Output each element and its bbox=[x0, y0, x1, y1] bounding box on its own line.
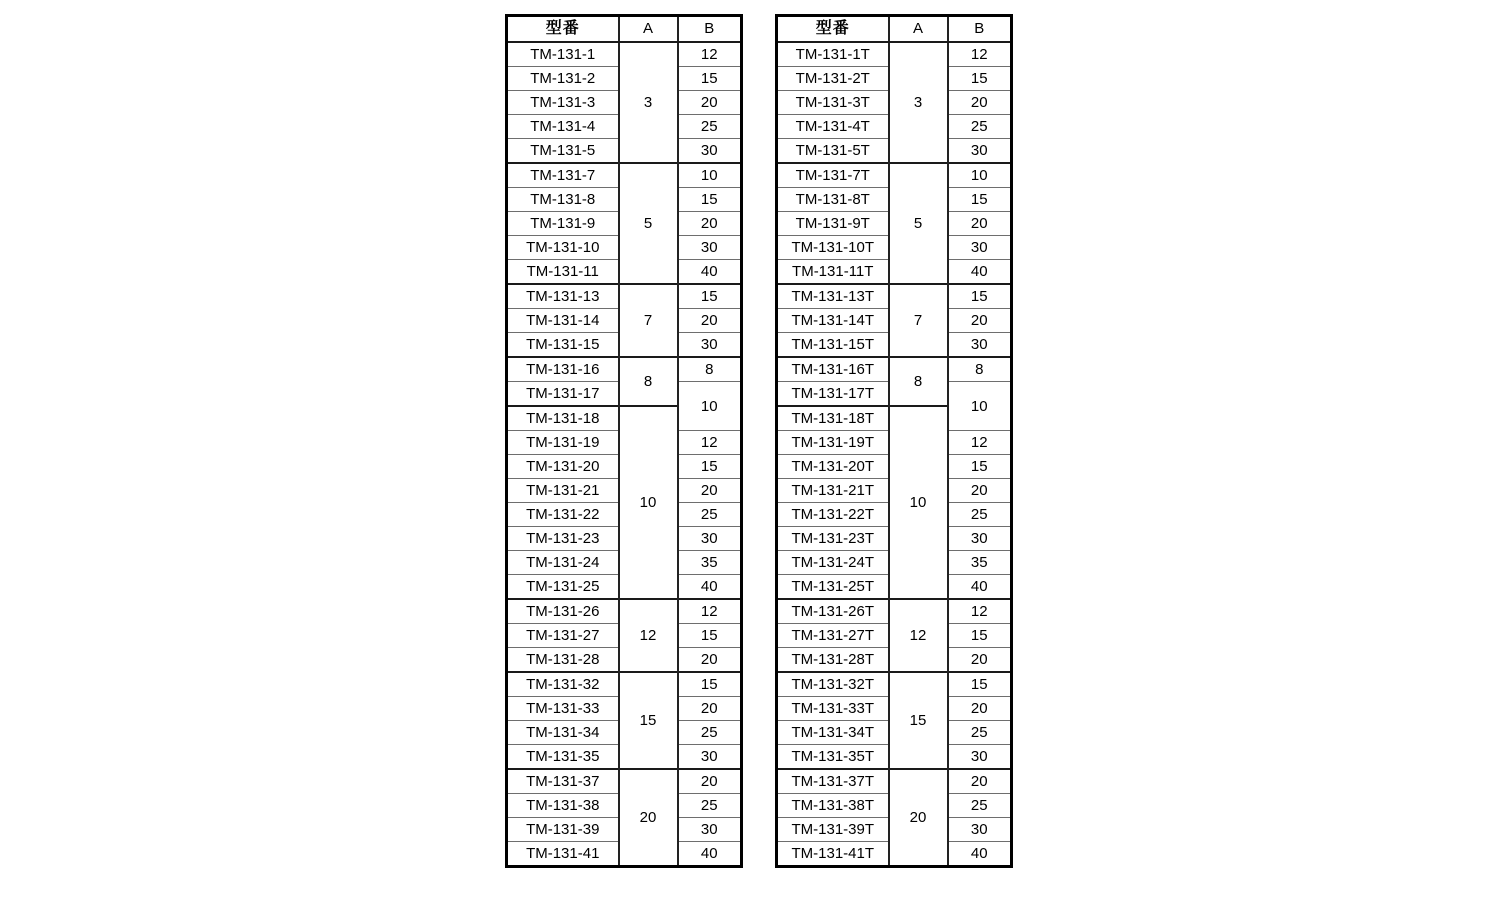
model-cell: TM-131-16T bbox=[777, 357, 889, 382]
model-cell: TM-131-3T bbox=[777, 91, 889, 115]
b-dim-cell: 40 bbox=[948, 260, 1012, 285]
b-dim-cell: 20 bbox=[948, 91, 1012, 115]
b-dim-cell: 40 bbox=[678, 575, 742, 600]
b-dim-cell: 8 bbox=[948, 357, 1012, 382]
model-cell: TM-131-21T bbox=[777, 479, 889, 503]
model-cell: TM-131-4T bbox=[777, 115, 889, 139]
b-dim-cell: 35 bbox=[678, 551, 742, 575]
a-dim-cell: 12 bbox=[619, 599, 678, 672]
model-cell: TM-131-27T bbox=[777, 624, 889, 648]
a-dim-cell: 10 bbox=[619, 406, 678, 599]
b-dim-cell: 30 bbox=[948, 236, 1012, 260]
b-dim-cell: 20 bbox=[948, 769, 1012, 794]
model-cell: TM-131-8T bbox=[777, 188, 889, 212]
model-cell: TM-131-11 bbox=[507, 260, 619, 285]
b-dim-cell: 10 bbox=[678, 382, 742, 431]
b-dim-cell: 12 bbox=[948, 599, 1012, 624]
b-dim-cell: 30 bbox=[948, 333, 1012, 358]
b-dim-cell: 15 bbox=[678, 455, 742, 479]
b-dim-cell: 8 bbox=[678, 357, 742, 382]
a-dim-cell: 7 bbox=[619, 284, 678, 357]
model-cell: TM-131-27 bbox=[507, 624, 619, 648]
b-dim-cell: 15 bbox=[678, 188, 742, 212]
b-dim-cell: 20 bbox=[948, 309, 1012, 333]
table-row bbox=[777, 769, 1012, 794]
model-cell: TM-131-34 bbox=[507, 721, 619, 745]
b-dim-cell: 30 bbox=[678, 745, 742, 770]
b-dim-cell: 15 bbox=[948, 67, 1012, 91]
b-dim-cell: 25 bbox=[948, 794, 1012, 818]
table-body bbox=[777, 42, 1012, 867]
b-dim-cell: 20 bbox=[678, 769, 742, 794]
model-cell: TM-131-38T bbox=[777, 794, 889, 818]
spec-tables-container bbox=[505, 14, 1013, 868]
b-dim-cell: 20 bbox=[678, 697, 742, 721]
b-dim-cell: 40 bbox=[678, 260, 742, 285]
b-dim-cell: 20 bbox=[678, 212, 742, 236]
col-header-b: B bbox=[948, 16, 1012, 43]
model-cell: TM-131-13T bbox=[777, 284, 889, 309]
model-cell: TM-131-7 bbox=[507, 163, 619, 188]
b-dim-cell: 20 bbox=[948, 479, 1012, 503]
b-dim-cell: 20 bbox=[678, 648, 742, 673]
header-row bbox=[777, 16, 1012, 43]
b-dim-cell: 15 bbox=[948, 455, 1012, 479]
model-cell: TM-131-26 bbox=[507, 599, 619, 624]
model-cell: TM-131-41T bbox=[777, 842, 889, 867]
model-cell: TM-131-37 bbox=[507, 769, 619, 794]
model-cell: TM-131-26T bbox=[777, 599, 889, 624]
model-cell: TM-131-35 bbox=[507, 745, 619, 770]
b-dim-cell: 20 bbox=[948, 212, 1012, 236]
model-cell: TM-131-18 bbox=[507, 406, 619, 431]
b-dim-cell: 30 bbox=[948, 745, 1012, 770]
model-cell: TM-131-13 bbox=[507, 284, 619, 309]
model-cell: TM-131-38 bbox=[507, 794, 619, 818]
a-dim-cell: 3 bbox=[889, 42, 948, 163]
model-cell: TM-131-9T bbox=[777, 212, 889, 236]
table-row bbox=[507, 163, 742, 188]
a-dim-cell: 15 bbox=[889, 672, 948, 769]
model-cell: TM-131-1T bbox=[777, 42, 889, 67]
model-cell: TM-131-15 bbox=[507, 333, 619, 358]
model-cell: TM-131-23 bbox=[507, 527, 619, 551]
model-table-left bbox=[505, 14, 743, 868]
model-cell: TM-131-8 bbox=[507, 188, 619, 212]
a-dim-cell: 7 bbox=[889, 284, 948, 357]
model-cell: TM-131-25 bbox=[507, 575, 619, 600]
b-dim-cell: 25 bbox=[948, 115, 1012, 139]
model-cell: TM-131-10T bbox=[777, 236, 889, 260]
model-cell: TM-131-32T bbox=[777, 672, 889, 697]
b-dim-cell: 40 bbox=[948, 575, 1012, 600]
b-dim-cell: 25 bbox=[678, 794, 742, 818]
a-dim-cell: 20 bbox=[619, 769, 678, 867]
model-cell: TM-131-34T bbox=[777, 721, 889, 745]
b-dim-cell: 25 bbox=[948, 503, 1012, 527]
b-dim-cell: 30 bbox=[678, 527, 742, 551]
header-row bbox=[507, 16, 742, 43]
model-cell: TM-131-39 bbox=[507, 818, 619, 842]
b-dim-cell: 25 bbox=[678, 115, 742, 139]
b-dim-cell: 10 bbox=[948, 163, 1012, 188]
b-dim-cell: 30 bbox=[948, 527, 1012, 551]
model-cell: TM-131-23T bbox=[777, 527, 889, 551]
b-dim-cell: 25 bbox=[678, 503, 742, 527]
table-row bbox=[507, 599, 742, 624]
table-row bbox=[777, 42, 1012, 67]
model-cell: TM-131-41 bbox=[507, 842, 619, 867]
table-row bbox=[507, 769, 742, 794]
model-cell: TM-131-9 bbox=[507, 212, 619, 236]
table-row bbox=[777, 357, 1012, 382]
b-dim-cell: 20 bbox=[678, 91, 742, 115]
table-row bbox=[507, 42, 742, 67]
b-dim-cell: 20 bbox=[948, 697, 1012, 721]
b-dim-cell: 15 bbox=[948, 672, 1012, 697]
b-dim-cell: 25 bbox=[678, 721, 742, 745]
model-cell: TM-131-28T bbox=[777, 648, 889, 673]
table-header bbox=[507, 16, 742, 43]
model-cell: TM-131-20 bbox=[507, 455, 619, 479]
model-cell: TM-131-5 bbox=[507, 139, 619, 164]
model-cell: TM-131-39T bbox=[777, 818, 889, 842]
b-dim-cell: 15 bbox=[678, 284, 742, 309]
b-dim-cell: 15 bbox=[678, 624, 742, 648]
table-row bbox=[507, 672, 742, 697]
a-dim-cell: 10 bbox=[889, 406, 948, 599]
table-row bbox=[507, 284, 742, 309]
b-dim-cell: 40 bbox=[948, 842, 1012, 867]
col-header-model: 型番 bbox=[507, 16, 619, 43]
b-dim-cell: 12 bbox=[948, 431, 1012, 455]
b-dim-cell: 30 bbox=[678, 236, 742, 260]
model-cell: TM-131-11T bbox=[777, 260, 889, 285]
a-dim-cell: 8 bbox=[889, 357, 948, 406]
b-dim-cell: 12 bbox=[678, 42, 742, 67]
table-header bbox=[777, 16, 1012, 43]
model-cell: TM-131-24T bbox=[777, 551, 889, 575]
b-dim-cell: 30 bbox=[948, 139, 1012, 164]
model-cell: TM-131-24 bbox=[507, 551, 619, 575]
model-cell: TM-131-21 bbox=[507, 479, 619, 503]
model-cell: TM-131-32 bbox=[507, 672, 619, 697]
b-dim-cell: 15 bbox=[948, 188, 1012, 212]
b-dim-cell: 12 bbox=[678, 599, 742, 624]
col-header-a: A bbox=[889, 16, 948, 43]
model-cell: TM-131-15T bbox=[777, 333, 889, 358]
model-cell: TM-131-7T bbox=[777, 163, 889, 188]
b-dim-cell: 20 bbox=[678, 479, 742, 503]
model-cell: TM-131-5T bbox=[777, 139, 889, 164]
b-dim-cell: 30 bbox=[678, 139, 742, 164]
b-dim-cell: 15 bbox=[948, 284, 1012, 309]
model-cell: TM-131-28 bbox=[507, 648, 619, 673]
table-row bbox=[507, 357, 742, 382]
b-dim-cell: 30 bbox=[678, 818, 742, 842]
model-cell: TM-131-1 bbox=[507, 42, 619, 67]
b-dim-cell: 20 bbox=[678, 309, 742, 333]
model-cell: TM-131-19 bbox=[507, 431, 619, 455]
b-dim-cell: 10 bbox=[948, 382, 1012, 431]
table-body bbox=[507, 42, 742, 867]
model-table-right bbox=[775, 14, 1013, 868]
a-dim-cell: 5 bbox=[889, 163, 948, 284]
model-cell: TM-131-20T bbox=[777, 455, 889, 479]
b-dim-cell: 35 bbox=[948, 551, 1012, 575]
a-dim-cell: 12 bbox=[889, 599, 948, 672]
col-header-a: A bbox=[619, 16, 678, 43]
model-cell: TM-131-19T bbox=[777, 431, 889, 455]
model-cell: TM-131-22T bbox=[777, 503, 889, 527]
model-cell: TM-131-2 bbox=[507, 67, 619, 91]
model-cell: TM-131-4 bbox=[507, 115, 619, 139]
b-dim-cell: 15 bbox=[678, 672, 742, 697]
a-dim-cell: 3 bbox=[619, 42, 678, 163]
model-cell: TM-131-37T bbox=[777, 769, 889, 794]
b-dim-cell: 20 bbox=[948, 648, 1012, 673]
b-dim-cell: 12 bbox=[948, 42, 1012, 67]
b-dim-cell: 30 bbox=[948, 818, 1012, 842]
model-cell: TM-131-14 bbox=[507, 309, 619, 333]
table-row bbox=[777, 163, 1012, 188]
model-cell: TM-131-10 bbox=[507, 236, 619, 260]
model-cell: TM-131-17T bbox=[777, 382, 889, 407]
a-dim-cell: 8 bbox=[619, 357, 678, 406]
model-cell: TM-131-17 bbox=[507, 382, 619, 407]
a-dim-cell: 5 bbox=[619, 163, 678, 284]
table-row bbox=[777, 284, 1012, 309]
model-cell: TM-131-3 bbox=[507, 91, 619, 115]
b-dim-cell: 40 bbox=[678, 842, 742, 867]
model-cell: TM-131-35T bbox=[777, 745, 889, 770]
b-dim-cell: 30 bbox=[678, 333, 742, 358]
b-dim-cell: 12 bbox=[678, 431, 742, 455]
model-cell: TM-131-2T bbox=[777, 67, 889, 91]
model-cell: TM-131-33 bbox=[507, 697, 619, 721]
b-dim-cell: 10 bbox=[678, 163, 742, 188]
model-cell: TM-131-16 bbox=[507, 357, 619, 382]
b-dim-cell: 15 bbox=[678, 67, 742, 91]
col-header-b: B bbox=[678, 16, 742, 43]
a-dim-cell: 20 bbox=[889, 769, 948, 867]
model-cell: TM-131-33T bbox=[777, 697, 889, 721]
model-cell: TM-131-25T bbox=[777, 575, 889, 600]
b-dim-cell: 25 bbox=[948, 721, 1012, 745]
table-row bbox=[777, 599, 1012, 624]
model-cell: TM-131-14T bbox=[777, 309, 889, 333]
model-cell: TM-131-18T bbox=[777, 406, 889, 431]
model-cell: TM-131-22 bbox=[507, 503, 619, 527]
col-header-model: 型番 bbox=[777, 16, 889, 43]
table-row bbox=[777, 672, 1012, 697]
a-dim-cell: 15 bbox=[619, 672, 678, 769]
b-dim-cell: 15 bbox=[948, 624, 1012, 648]
